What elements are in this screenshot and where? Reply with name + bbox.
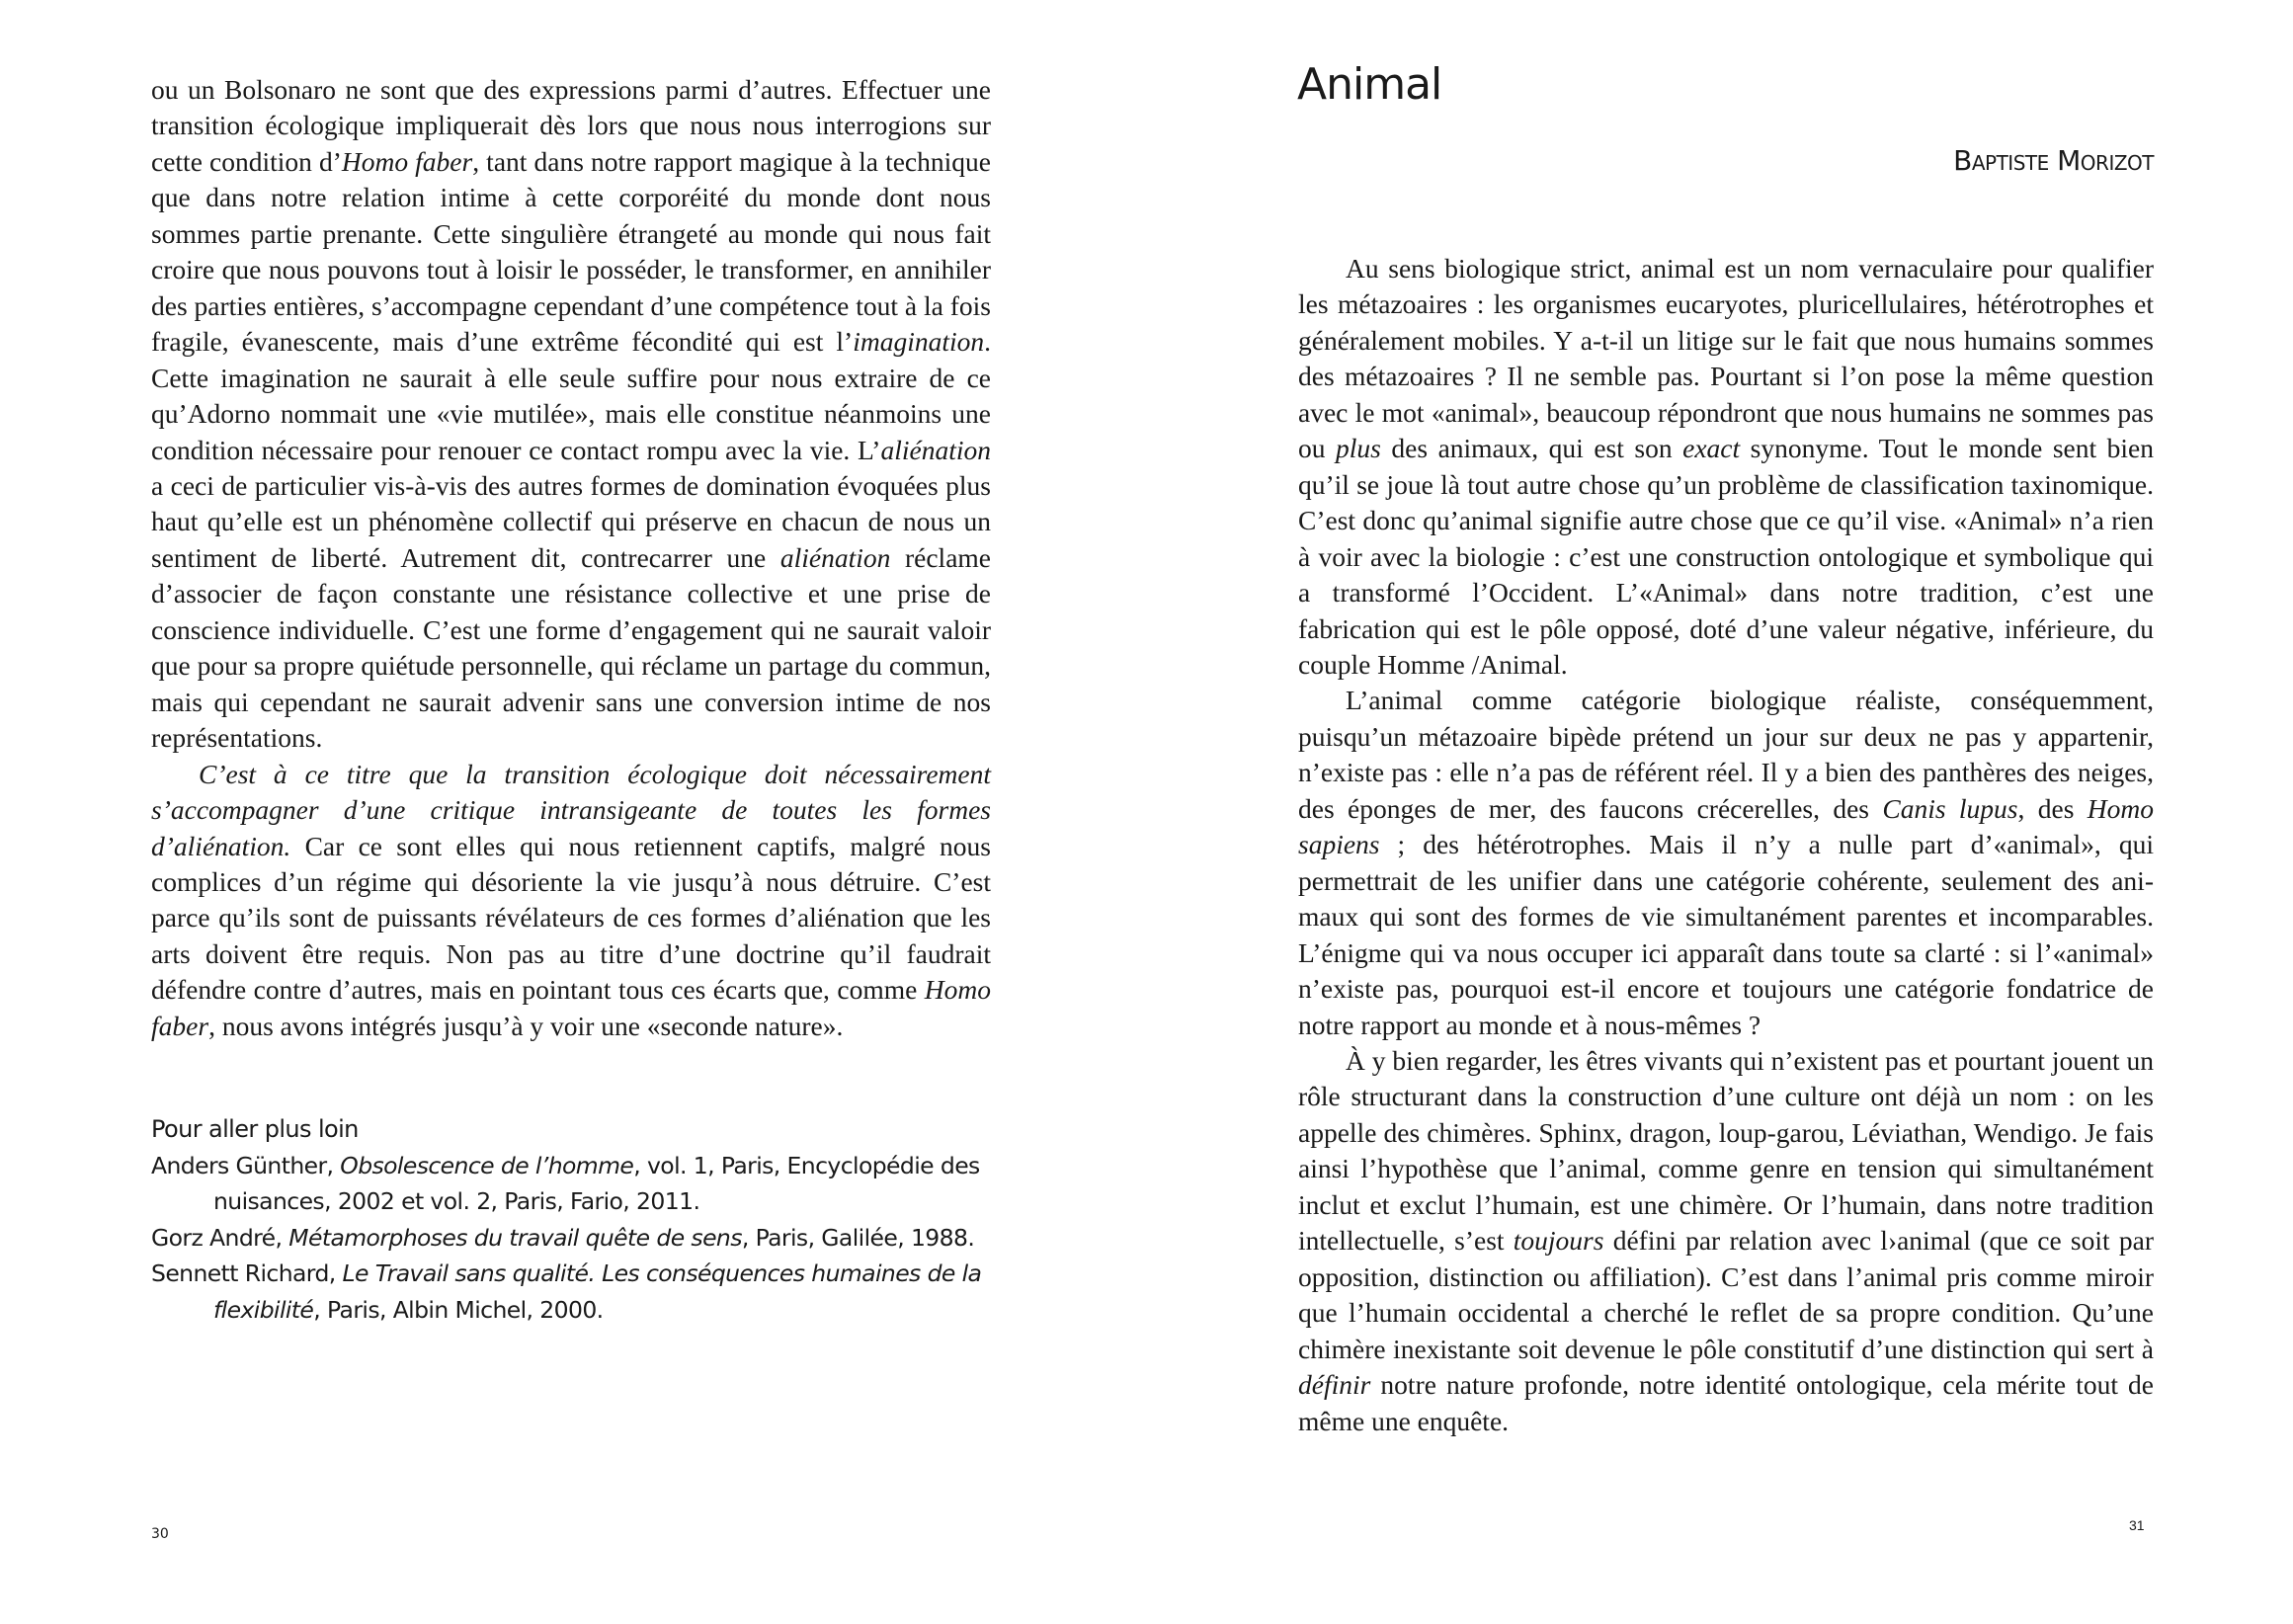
body-paragraph	[1298, 683, 2154, 1043]
further-reading-heading: Pour aller plus loin	[151, 1115, 359, 1143]
italic-text: Obsolescence de l’homme	[340, 1151, 634, 1179]
body-paragraph	[151, 72, 991, 757]
body-paragraph	[1298, 1043, 2154, 1439]
text-run: synonyme. Tout le monde sent bien qu’il se joue là tout autre chose qu’un problème de classification taxinomique. C’est donc qu’animal signifie autre chose que ce qu’il vise. «Animal» n’a rien à voir avec la biologie : c’est une construction ontologique et symbolique qui a transformé l’Occident. L’«Animal» dans notre tradition, c’est une fabrication qui est le pôle opposé, doté d’une valeur négative, inférieure, du couple Homme /Animal.	[1298, 433, 2155, 680]
text-run: Au sens biologique strict, animal est un nom vernaculaire pour qualifier les métazoaires : les organismes eucaryotes, pluricellulaires, hétérotrophes et généralement mobiles. Y a-t-il un litige sur le fait que nous humains sommes des métazoaires ? Il ne semble pas. Pourtant si l’on pose la même question avec le mot «animal», beaucoup répondront que nous humains ne sommes pas ou	[1298, 253, 2154, 464]
text-run: L’animal comme catégorie biologique réaliste, conséquemment, puisqu’un métazoaire bipède prétend un jour sur deux ne pas y appartenir, n’existe pas : elle n’a pas de référent réel. Il y a bien des panthères des neiges, des éponges de mer, des faucons crécerelles, des	[1298, 685, 2154, 824]
italic-text: toujours	[1513, 1225, 1604, 1257]
text-run: , vol. 1, Paris, Encyclopédie des nuisances, 2002 et vol. 2, Paris, Fario, 2011.	[213, 1151, 980, 1215]
text-run: À y bien regarder, les êtres vivants qui n’existent pas et pourtant jouent un rôle structurant dans la construction d’une culture ont déjà un nom : on les appelle des chimères. Sphinx, dragon, loup-garou, Léviathan, Wendigo. Je fais ainsi l’hypothèse que l’animal, comme genre en tension qui simultanément inclut et exclut l’humain, est une chimère. Or l’humain, dans notre tradition intellectuelle, s’est	[1298, 1044, 2154, 1257]
italic-text: Homo sapiens	[1298, 792, 2154, 860]
text-run: réclame d’associer de façon constante une résistance collective et une prise de conscience individuelle. C’est une forme d’engagement qui ne saurait valoir que pour sa propre quiétude personnelle, qui réclame un partage du commun, mais qui cependant ne saurait advenir sans une conversion intime de nos représentations.	[151, 541, 991, 754]
italic-text: définir	[1298, 1369, 1371, 1401]
chapter-author: Baptiste Morizot	[1953, 144, 2154, 177]
text-run: notre nature profonde, notre identité ontologique, cela mérite tout de même une enquête.	[1298, 1369, 2154, 1436]
text-run: , Paris, Galilée, 1988.	[741, 1223, 975, 1252]
text-run: Car ce sont elles qui nous retiennent captifs, malgré nous complices d’un régime qui désoriente la vie jusqu’à nous détruire. C’est parce qu’ils sont de puissants révélateurs de ces formes d’aliénation que les arts doivent être requis. Non pas au titre d’une doctrine qu’il faudrait défendre contre d’autres, mais en pointant tous ces écarts que, comme	[151, 830, 991, 1006]
right-page-body	[1298, 251, 2154, 1439]
italic-text: Métamorphoses du travail quête de sens	[288, 1223, 742, 1252]
text-run: , tant dans notre rapport magique à la technique que dans notre relation intime à cette corporéité du monde dont nous sommes partie prenante. Cette singulière étrangeté au monde qui nous fait croire que nous pouvons tout à loisir le posséder, le transformer, en annihiler des parties entières, s’accompagne cependant d’une compétence tout à la fois fragile, évanescente, mais d’une extrême fécondité qui est l’	[151, 145, 991, 358]
bibliography-entry	[151, 1148, 991, 1220]
left-page	[0, 0, 1146, 1624]
page-number-left: 30	[151, 1526, 169, 1542]
text-run: Sennett Richard,	[151, 1259, 343, 1287]
italic-text: imagination	[853, 326, 985, 358]
text-run: Anders Günther,	[151, 1151, 341, 1179]
italic-text: aliénation	[779, 541, 891, 573]
page-number-right: 31	[2129, 1517, 2145, 1533]
text-run: des animaux, qui est son	[1380, 433, 1683, 464]
italic-text: C’est à ce titre que la transition écologique doit nécessairement s’accompagner d’une critique intransigeante de toutes les formes d’aliénation.	[151, 758, 991, 861]
italic-text: plus	[1336, 433, 1381, 464]
bibliography-entry	[151, 1256, 991, 1328]
right-page	[1146, 0, 2293, 1624]
text-run: , Paris, Albin Michel, 2000.	[313, 1295, 604, 1324]
chapter-title: Animal	[1297, 59, 1442, 110]
text-run: , des	[2017, 792, 2088, 824]
italic-text: Canis lupus	[1882, 792, 2018, 824]
italic-text: aliénation	[880, 434, 991, 465]
text-run: ; des hétérotrophes. Mais il n’y a nulle part d’«animal», qui permettrait de les unifier dans une catégorie cohérente, seulement des animaux qui sont des formes de vie simultanément parentes et incomparables. L’énigme qui va nous occuper ici apparaît dans toute sa clarté : si l’«animal» n’existe pas, pourquoi est-il encore et toujours une catégorie fondatrice de notre rapport au monde et à nous-mêmes ?	[1298, 829, 2154, 1040]
text-run: a ceci de particulier vis-à-vis des autres formes de domination évoquées plus haut qu’elle est un phénomène collectif qui préserve en chacun de nous un sentiment de liberté. Autrement dit, contrecarrer une	[151, 469, 991, 573]
text-run: Gorz André,	[151, 1223, 289, 1252]
italic-text: Homo faber	[341, 145, 473, 177]
italic-text: Homo faber	[151, 974, 991, 1041]
text-run: ou un Bolsonaro ne sont que des expressions parmi d’autres. Effectuer une transition écologique impliquerait dès lors que nous nous interrogions sur cette condition d’	[151, 74, 991, 177]
italic-text: Le Travail sans qualité. Les conséquences humaines de la flexibilité	[213, 1259, 982, 1324]
text-run: défini par relation avec l›animal (que ce soit par opposition, distinction ou affiliation). C’est dans l’animal pris comme miroir que l’humain occidental a cherché le reflet de sa propre condition. Qu’une chimère inexistante soit devenue le pôle constitutif d’une distinction qui sert à	[1298, 1225, 2154, 1364]
body-paragraph	[151, 757, 991, 1045]
left-page-body	[151, 72, 991, 1044]
text-run: . Cette imagination ne saurait à elle seule suffire pour nous extraire de ce qu’Adorno nommait une «vie mutilée», mais elle constitue néanmoins une condition nécessaire pour renouer ce contact rompu avec la vie. L’	[151, 326, 991, 465]
italic-text: exact	[1682, 433, 1741, 464]
text-run: , nous avons intégrés jusqu’à y voir une «seconde nature».	[208, 1010, 844, 1041]
further-reading-section	[151, 1111, 991, 1328]
body-paragraph	[1298, 251, 2154, 683]
bibliography-entry	[151, 1220, 991, 1257]
